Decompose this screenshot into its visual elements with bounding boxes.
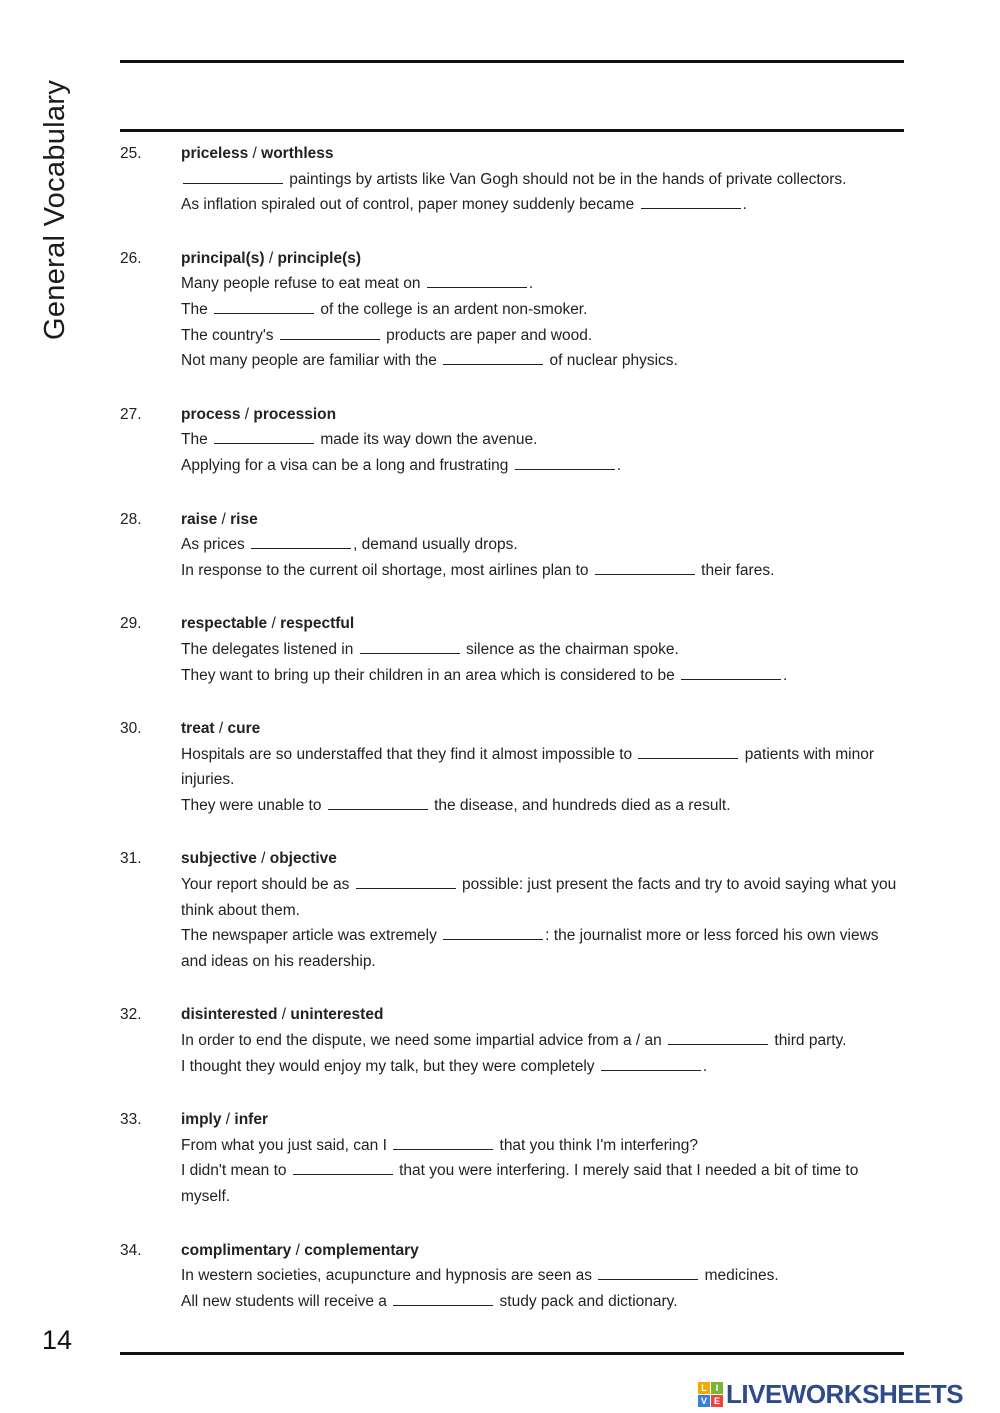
exercise-number: 27. [120, 405, 142, 423]
word-option-2: uninterested [290, 1006, 384, 1024]
sentence [181, 427, 904, 453]
word-pair [181, 141, 904, 167]
sentence-text-before: They want to bring up their children in an area which is considered to be [181, 666, 680, 684]
word-option-2: infer [234, 1111, 268, 1129]
sentence-text-before: The [181, 300, 213, 318]
sentence-text-after: possible: just present the facts and try to avoid saying what you think about them. [181, 876, 897, 919]
word-option-1: principal(s) [181, 249, 265, 267]
sentence-text-after: third party. [770, 1032, 847, 1050]
exercise-number: 30. [120, 720, 142, 738]
logo-text: LIVEWORKSHEETS [726, 1378, 964, 1409]
sentence-text-after: study pack and dictionary. [495, 1292, 678, 1310]
sentence [181, 348, 904, 374]
answer-blank[interactable] [443, 363, 543, 365]
word-option-2: objective [269, 850, 337, 868]
sentence [181, 923, 904, 974]
header-rule [120, 129, 904, 132]
sentence [181, 1289, 904, 1315]
sentence [181, 1028, 904, 1054]
sentence [181, 297, 904, 323]
word-pair [181, 611, 904, 637]
sentence-text-after: patients with minor injuries. [181, 745, 875, 789]
exercise-number: 29. [120, 615, 142, 633]
answer-blank[interactable] [641, 207, 741, 209]
word-option-1: process [181, 405, 241, 423]
answer-blank[interactable] [681, 678, 781, 680]
word-separator: / [221, 1111, 235, 1129]
exercise-number: 25. [120, 145, 142, 162]
sentence [181, 271, 904, 297]
exercise-list [120, 141, 904, 1314]
exercise-number: 32. [120, 1006, 142, 1024]
word-separator: / [267, 615, 281, 633]
word-separator: / [248, 145, 262, 162]
word-option-1: respectable [181, 615, 268, 633]
exercise-number: 31. [120, 850, 142, 868]
sentence-text-before: In response to the current oil shortage, most airlines plan to [181, 561, 593, 579]
exercise-item [120, 507, 904, 584]
sentence-text-after: of nuclear physics. [545, 352, 678, 370]
word-option-2: worthless [261, 145, 334, 162]
answer-blank[interactable] [595, 573, 695, 575]
sentence-text-after: paintings by artists like Van Gogh should not be in the hands of private collectors. [285, 170, 847, 188]
word-pair [181, 716, 904, 742]
word-separator: / [277, 1006, 291, 1024]
sentence [181, 558, 904, 584]
sentence [181, 742, 904, 793]
sentence-text-before: They were unable to [181, 796, 326, 814]
liveworksheets-logo [698, 1377, 963, 1411]
sentence-text-before: The [181, 431, 213, 449]
word-separator: / [291, 1241, 305, 1259]
sentence-text-after: their fares. [696, 561, 775, 579]
logo-tile: I [711, 1382, 723, 1394]
sentence-text-before: In order to end the dispute, we need some impartial advice from a / an [181, 1032, 667, 1050]
sentence [181, 323, 904, 349]
word-option-1: treat [181, 720, 215, 738]
sentence-text-before: Not many people are familiar with the [181, 352, 442, 370]
sentence-text-before: Applying for a visa can be a long and frustrating [181, 456, 513, 474]
sentence [181, 1054, 904, 1080]
sentence-text-after: . [742, 196, 747, 214]
sentence [181, 1133, 904, 1159]
exercise-item [120, 402, 904, 479]
sentence-text-after: medicines. [700, 1267, 779, 1285]
sentence-text-after: that you were interfering. I merely said that I needed a bit of time to myself. [181, 1162, 859, 1205]
answer-blank[interactable] [601, 1069, 701, 1071]
answer-blank[interactable] [356, 887, 456, 889]
sentence-text-before: As inflation spiraled out of control, paper money suddenly became [181, 196, 639, 214]
sentence-text-after: silence as the chairman spoke. [461, 640, 679, 658]
logo-tile: V [698, 1395, 710, 1407]
sentence [181, 167, 904, 193]
answer-blank[interactable] [214, 312, 314, 314]
word-option-2: respectful [280, 615, 355, 633]
logo-tile: L [698, 1382, 710, 1394]
sentence-text-after: products are paper and wood. [381, 326, 593, 344]
sentence-text-before: Many people refuse to eat meat on [181, 275, 425, 293]
word-separator: / [214, 720, 228, 738]
logo-mark-icon [698, 1382, 723, 1407]
sentence-text-after: . [528, 275, 534, 293]
exercise-item [120, 1107, 904, 1209]
sentence-text-before: The newspaper article was extremely [181, 927, 442, 945]
answer-blank[interactable] [214, 442, 314, 444]
sentence [181, 453, 904, 479]
sentence-text-before: Hospitals are so understaffed that they find it almost impossible to [181, 745, 637, 763]
answer-blank[interactable] [515, 468, 615, 470]
top-rule [120, 60, 904, 63]
word-option-2: procession [253, 405, 337, 423]
word-pair [181, 246, 904, 272]
sentence-text-before: Your report should be as [181, 876, 354, 894]
word-option-1: priceless [181, 145, 249, 162]
answer-blank[interactable] [668, 1043, 768, 1045]
sentence-text-after: : the journalist more or less forced his own views and ideas on his readership. [181, 927, 879, 970]
exercise-number: 33. [120, 1111, 142, 1129]
word-option-2: rise [230, 510, 258, 528]
word-option-1: complimentary [181, 1241, 292, 1259]
exercise-item [120, 846, 904, 974]
answer-blank[interactable] [393, 1148, 493, 1150]
word-pair [181, 1107, 904, 1133]
sentence [181, 192, 904, 218]
answer-blank[interactable] [393, 1304, 493, 1306]
exercise-number: 28. [120, 510, 142, 528]
sentence [181, 532, 904, 558]
sentence-text-after: . [702, 1057, 708, 1075]
word-pair [181, 402, 904, 428]
answer-blank[interactable] [183, 182, 283, 184]
exercise-item [120, 141, 904, 218]
sentence-text-before: All new students will receive a [181, 1292, 392, 1310]
word-option-2: cure [227, 720, 261, 738]
answer-blank[interactable] [251, 547, 351, 549]
word-separator: / [256, 850, 270, 868]
word-option-1: raise [181, 510, 218, 528]
exercise-number: 34. [120, 1241, 142, 1259]
sentence-text-before: The delegates listened in [181, 640, 358, 658]
sentence-text-before: The country's [181, 326, 278, 344]
sentence [181, 1263, 904, 1289]
answer-blank[interactable] [427, 286, 527, 288]
word-pair [181, 1238, 904, 1264]
sentence-text-after: . [616, 456, 622, 474]
answer-blank[interactable] [280, 338, 380, 340]
word-separator: / [264, 249, 278, 267]
word-option-2: complementary [304, 1241, 419, 1259]
exercise-item [120, 1238, 904, 1315]
sentence-text-after: , demand usually drops. [353, 536, 518, 554]
sentence-text-before: From what you just said, can I [181, 1136, 392, 1154]
bottom-rule [120, 1352, 904, 1355]
answer-blank[interactable] [328, 808, 428, 810]
answer-blank[interactable] [360, 652, 460, 654]
answer-blank[interactable] [443, 938, 543, 940]
exercise-item [120, 246, 904, 374]
sentence-text-after: the disease, and hundreds died as a result. [429, 796, 731, 814]
word-option-1: subjective [181, 850, 257, 868]
word-pair [181, 507, 904, 533]
answer-blank[interactable] [293, 1173, 393, 1175]
exercise-item [120, 716, 904, 818]
word-pair [181, 846, 904, 872]
sentence-text-after: . [783, 666, 788, 684]
sentence [181, 637, 904, 663]
word-pair [181, 1002, 904, 1028]
word-separator: / [217, 510, 231, 528]
sentence [181, 793, 904, 819]
word-option-2: principle(s) [277, 249, 362, 267]
sentence [181, 663, 904, 689]
sentence-text-after: of the college is an ardent non-smoker. [316, 300, 588, 318]
sentence-text-before: I didn't mean to [181, 1162, 291, 1180]
section-title: General Vocabulary [39, 79, 71, 340]
answer-blank[interactable] [598, 1278, 698, 1280]
answer-blank[interactable] [638, 757, 738, 759]
page-number: 14 [42, 1325, 73, 1355]
word-separator: / [240, 405, 254, 423]
exercise-item [120, 611, 904, 688]
sentence-text-after: made its way down the avenue. [316, 431, 538, 449]
sentence-text-before: As prices [181, 536, 250, 554]
sentence-text-before: I thought they would enjoy my talk, but they were completely [181, 1057, 599, 1075]
sentence-text-after: that you think I'm interfering? [495, 1136, 699, 1154]
sentence [181, 1158, 904, 1209]
logo-tile: E [711, 1395, 723, 1407]
exercise-item [120, 1002, 904, 1079]
word-option-1: imply [181, 1111, 222, 1129]
sentence [181, 872, 904, 923]
word-option-1: disinterested [181, 1006, 278, 1024]
exercise-number: 26. [120, 249, 142, 267]
sentence-text-before: In western societies, acupuncture and hypnosis are seen as [181, 1267, 597, 1285]
